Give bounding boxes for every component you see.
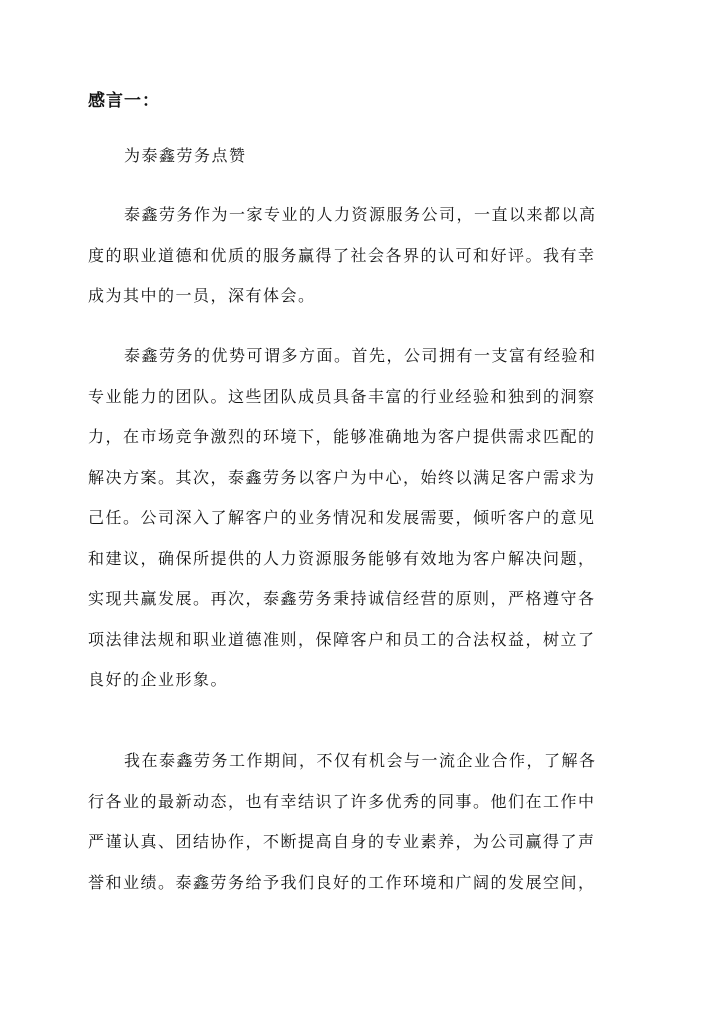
paragraph-3 [88,741,648,903]
paragraph-line: 和建议，确保所提供的人力资源服务能够有效地为客户解决问题， [88,548,596,568]
document-subtitle: 为泰鑫劳务点赞 [124,146,247,165]
paragraph-line: 誉和业绩。泰鑫劳务给予我们良好的工作环境和广阔的发展空间， [88,872,596,892]
paragraph-line: 项法律法规和职业道德准则，保障客户和员工的合法权益，树立了 [88,629,596,649]
section-heading: 感言一： [88,91,160,111]
paragraph-line: 实现共赢发展。再次，泰鑫劳务秉持诚信经营的原则，严格遵守各 [88,589,596,608]
paragraph-line: 严谨认真、团结协作，不断提高自身的专业素养，为公司赢得了声 [88,832,596,851]
paragraph-line: 度的职业道德和优质的服务赢得了社会各界的认可和好评。我有幸 [88,245,596,265]
paragraph-line: 力，在市场竞争激烈的环境下，能够准确地为客户提供需求匹配的 [88,427,596,446]
paragraph-line: 泰鑫劳务作为一家专业的人力资源服务公司，一直以来都以高 [124,205,597,224]
paragraph-1 [88,195,648,317]
paragraph-line: 己任。公司深入了解客户的业务情况和发展需要，倾听客户的意见 [88,508,596,527]
paragraph-line: 专业能力的团队。这些团队成员具备丰富的行业经验和独到的洞察 [88,386,596,406]
paragraph-line: 行各业的最新动态，也有幸结识了许多优秀的同事。他们在工作中 [88,791,596,811]
paragraph-line: 良好的企业形象。 [88,670,229,689]
paragraph-line: 成为其中的一员，深有体会。 [88,286,316,305]
paragraph-line: 解决方案。其次，泰鑫劳务以客户为中心，始终以满足客户需求为 [88,467,596,487]
paragraph-line: 我在泰鑫劳务工作期间，不仅有机会与一流企业合作，了解各 [124,751,597,770]
paragraph-2 [88,336,648,701]
paragraph-line: 泰鑫劳务的优势可谓多方面。首先，公司拥有一支富有经验和 [124,346,597,365]
